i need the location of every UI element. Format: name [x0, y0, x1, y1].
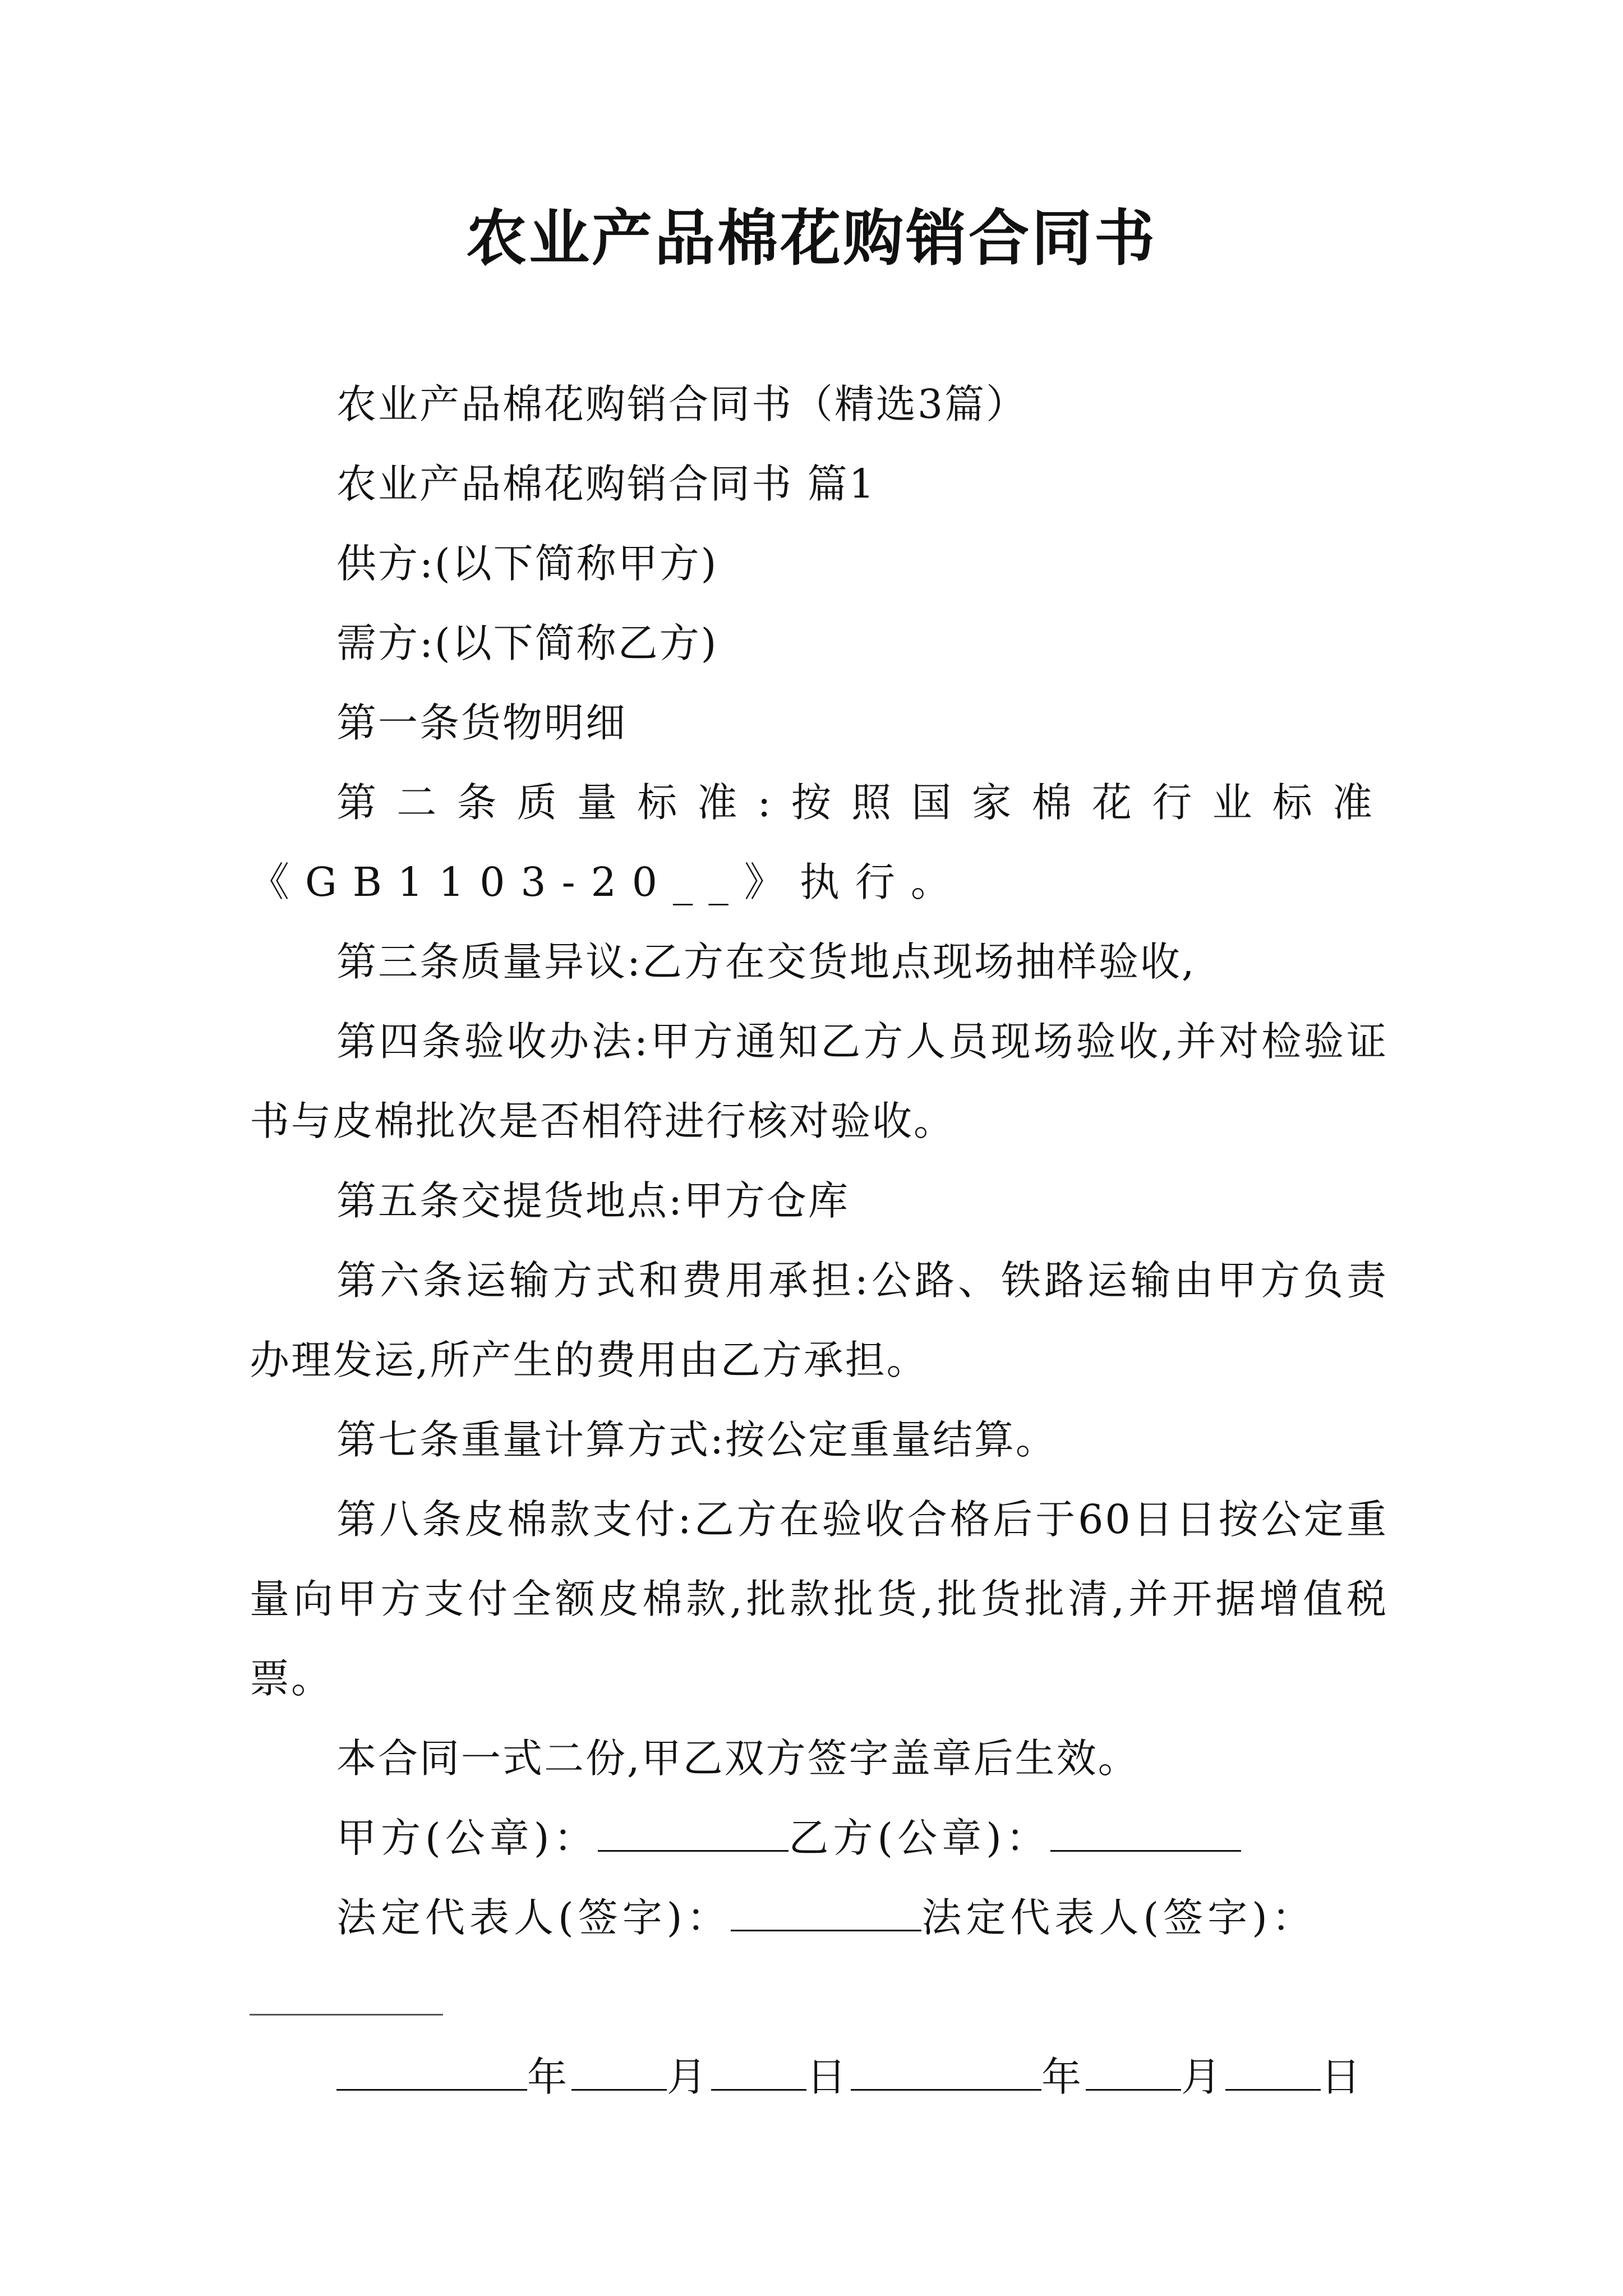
article-3: 第三条质量异议:乙方在交货地点现场抽样验收,	[336, 938, 1196, 985]
rep-a-label: 法定代表人(签字)：	[336, 1894, 731, 1941]
date-a-day-label: 日	[806, 2054, 851, 2100]
seal-line	[250, 1798, 1388, 1878]
date-a-month-label: 月	[667, 2054, 712, 2100]
date-b-year-blank[interactable]	[851, 2055, 1041, 2091]
document-body	[250, 365, 1388, 2117]
article-8: 第八条皮棉款支付:乙方在验收合格后于60日日按公定重量向甲方支付全额皮棉款,批款批货,批货批清,并开据增值税票。	[250, 1496, 1388, 1702]
paragraph-effect-clause: 本合同一式二份,甲乙双方签字盖章后生效。	[336, 1735, 1140, 1782]
article-7: 第七条重量计算方式:按公定重量结算。	[336, 1416, 1057, 1463]
document-title: 农业产品棉花购销合同书	[465, 203, 1157, 274]
article-5: 第五条交提货地点:甲方仓库	[336, 1177, 850, 1224]
article-6: 第六条运输方式和费用承担:公路、铁路运输由甲方负责办理发运,所产生的费用由乙方承担。	[250, 1257, 1388, 1383]
date-a-year-label: 年	[527, 2054, 572, 2100]
date-b-day-blank[interactable]	[1225, 2055, 1321, 2091]
date-a-year-blank[interactable]	[336, 2055, 527, 2091]
date-a-day-blank[interactable]	[711, 2055, 806, 2091]
article-4: 第四条验收办法:甲方通知乙方人员现场验收,并对检验证书与皮棉批次是否相符进行核对验收。	[250, 1018, 1388, 1144]
rep-a-blank[interactable]	[731, 1896, 921, 1931]
rep-b-blank[interactable]	[250, 1980, 443, 2016]
representative-line	[250, 1878, 1388, 1958]
party-a-seal-label: 甲方(公章)：	[336, 1815, 598, 1861]
date-a-month-blank[interactable]	[571, 2055, 667, 2091]
date-b-day-label: 日	[1321, 2054, 1366, 2100]
party-b-seal-blank[interactable]	[1050, 1816, 1241, 1852]
paragraph-subtitle: 农业产品棉花购销合同书（精选3篇）	[336, 381, 1028, 427]
rep-b-blank-line	[250, 1958, 1388, 2037]
article-2: 第二条质量标准:按照国家棉花行业标准《GB1103-20__》执行。	[250, 779, 1388, 905]
rep-b-label: 法定代表人(签字)：	[921, 1894, 1316, 1941]
date-line	[250, 2037, 1388, 2117]
date-b-month-blank[interactable]	[1086, 2055, 1181, 2091]
paragraph-supplier: 供方:(以下简称甲方)	[336, 540, 718, 587]
party-b-seal-label: 乙方(公章)：	[789, 1815, 1050, 1861]
paragraph-chapter-heading: 农业产品棉花购销合同书 篇1	[336, 461, 876, 507]
date-b-month-label: 月	[1181, 2054, 1226, 2100]
paragraph-buyer: 需方:(以下简称乙方)	[336, 620, 718, 666]
date-b-year-label: 年	[1041, 2054, 1086, 2100]
article-1: 第一条货物明细	[336, 700, 628, 746]
party-a-seal-blank[interactable]	[598, 1816, 789, 1852]
